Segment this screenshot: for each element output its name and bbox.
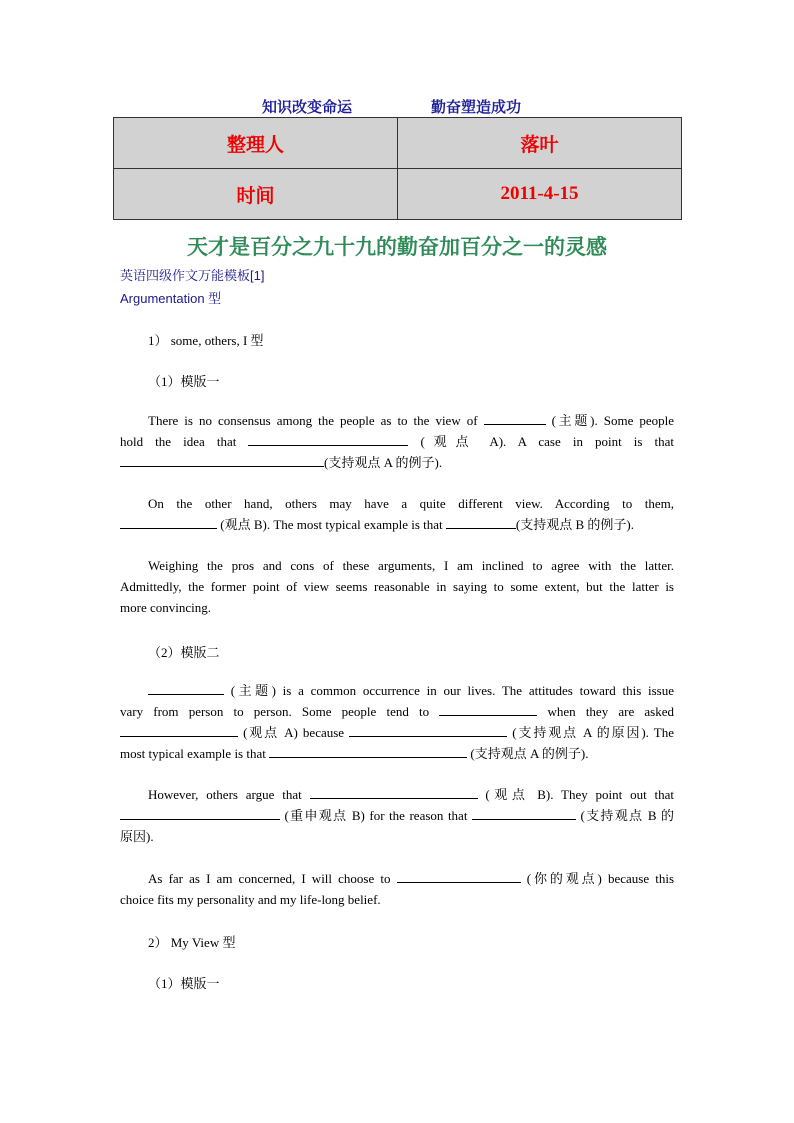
type-label: Argumentation 型 — [120, 291, 222, 306]
blank-line — [120, 516, 217, 529]
blank-line — [446, 516, 516, 529]
motto-right: 勤奋塑造成功 — [431, 100, 522, 116]
template-heading-2: （2）模版二 — [148, 645, 220, 660]
headline: 天才是百分之九十九的勤奋加百分之一的灵感 — [187, 235, 607, 259]
template-heading-1: （1）模版一 — [148, 374, 220, 389]
t2-paragraph-1: (主题) is a common occurrence in our lives. The attitudes toward this issue vary from person to person. Some people tend to when they are asked (观点 A) because (支持观点 A 的原因). The most typical example is that (支持观点 A 的例子). — [120, 683, 675, 761]
doc-title: 英语四级作文万能模板[1] — [120, 268, 265, 283]
t2-paragraph-2: However, others argue that (观点 B). They point out that (重申观点 B) for the reason that (支持观点 B 的 原因). — [120, 787, 675, 844]
t1-paragraph-3: Weighing the pros and cons of these arguments, I am inclined to agree with the latter. Admittedly, the former point of view seems reasonable in saying to some extent, but the latter is more convincing. — [120, 558, 674, 615]
table-row — [114, 118, 682, 169]
blank-line — [439, 703, 537, 716]
date-label: 时间 — [114, 169, 398, 220]
blank-line — [120, 454, 324, 467]
blank-line — [148, 682, 224, 695]
blank-line — [269, 745, 467, 758]
t2-paragraph-3: As far as I am concerned, I will choose to (你的观点) because this choice fits my personality and my life-long belief. — [120, 871, 675, 907]
blank-line — [120, 807, 280, 820]
section-heading-1: 1） some, others, I 型 — [148, 333, 264, 348]
motto-left: 知识改变命运 — [262, 100, 353, 116]
blank-line — [472, 807, 576, 820]
blank-line — [310, 786, 478, 799]
template-heading-3: （1）模版一 — [148, 976, 220, 991]
blank-line — [397, 870, 521, 883]
blank-line — [484, 412, 546, 425]
info-table — [113, 117, 682, 220]
t1-paragraph-2: On the other hand, others may have a quite different view. According to them, (观点 B). The most typical example is that (支持观点 B 的例子). — [120, 493, 674, 535]
date-value: 2011-4-15 — [398, 169, 682, 220]
table-row — [114, 169, 682, 220]
blank-line — [248, 433, 408, 446]
section-heading-2: 2） My View 型 — [148, 935, 236, 950]
blank-line — [120, 724, 238, 737]
organizer-label: 整理人 — [114, 118, 398, 169]
blank-line — [349, 724, 507, 737]
t1-paragraph-1: There is no consensus among the people as to the view of (主题). Some people hold the idea that (观点 A). A case in point is that (支持观点 A 的例子). — [120, 413, 675, 470]
organizer-value: 落叶 — [398, 118, 682, 169]
